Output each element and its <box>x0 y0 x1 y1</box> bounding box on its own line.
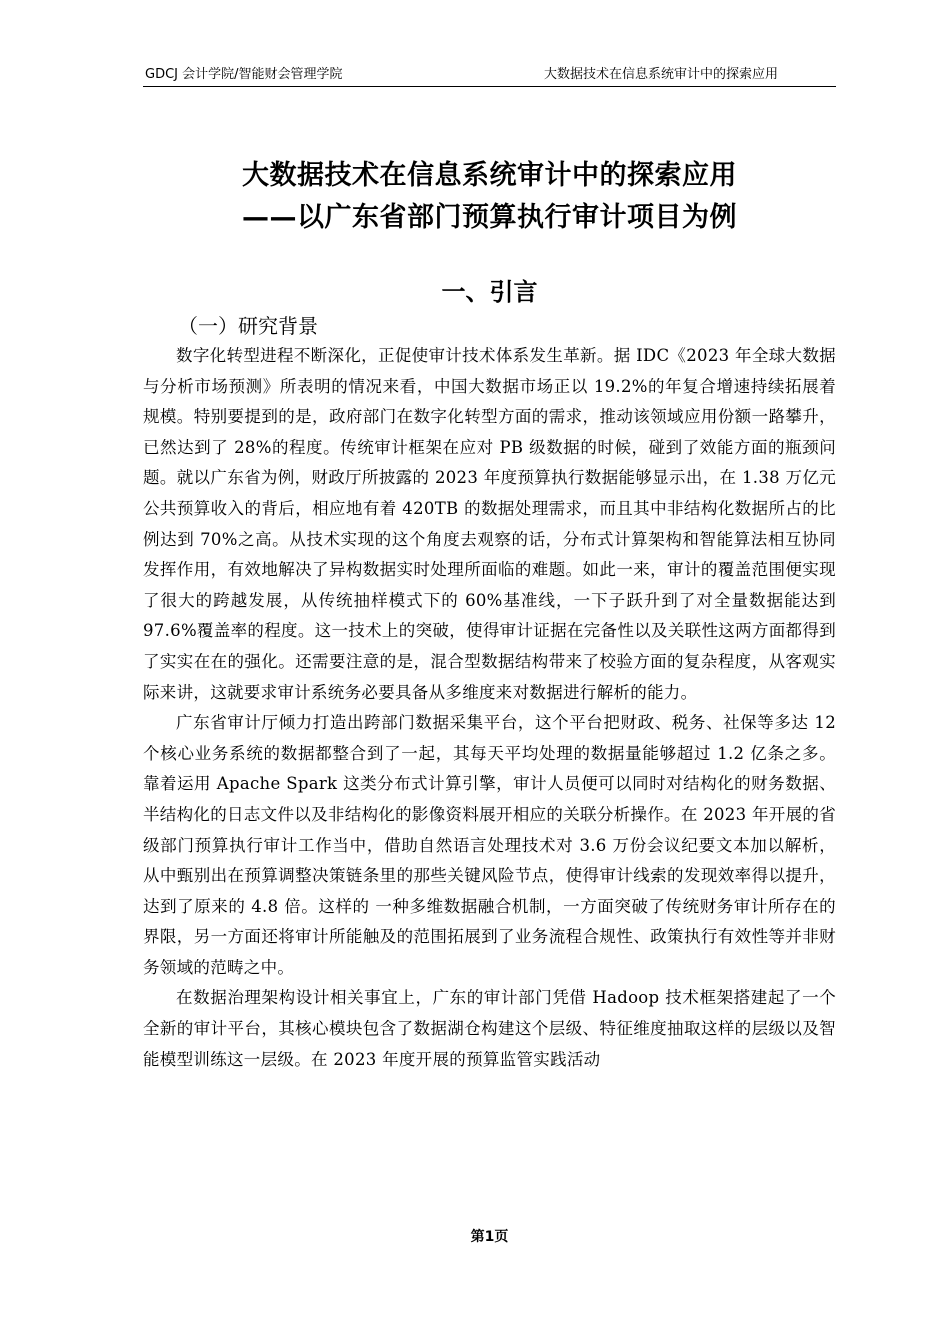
header-right-text: 大数据技术在信息系统审计中的探索应用 <box>543 67 778 82</box>
title-line-2: ——以广东省部门预算执行审计项目为例 <box>242 202 737 233</box>
title-line-1: 大数据技术在信息系统审计中的探索应用 <box>242 160 737 191</box>
page-header <box>143 66 836 87</box>
paragraph: 数字化转型进程不断深化，正促使审计技术体系发生革新。据 IDC《2023 年全球大数据与分析市场预测》所表明的情况来看，中国大数据市场正以 19.2%的年复合增速持续拓展着规模。特别要提到的是，政府部门在数字化转型方面的需求，推动该领域应用份额一路攀升，已然达到了 28%的程度。传统审计框架在应对 PB 级数据的时候，碰到了效能方面的瓶颈问题。就以广东省为例，财政厅所披露的 2023 年度预算执行数据能够显示出，在 1.38 万亿元公共预算收入的背后，相应地有着 420TB 的数据处理需求，而且其中非结构化数据所占的比例达到 70%之高。从技术实现的这个角度去观察的话，分布式计算架构和智能算法相互协同发挥作用，有效地解决了异构数据实时处理所面临的难题。如此一来，审计的覆盖范围便实现了很大的跨越发展，从传统抽样模式下的 60%基准线，一下子跃升到了对全量数据能达到 97.6%覆盖率的程度。这一技术上的突破，使得审计证据在完备性以及关联性这两方面都得到了实实在在的强化。还需要注意的是，混合型数据结构带来了校验方面的复杂程度，从客观实际来讲，这就要求审计系统务必要具备从多维度来对数据进行解析的能力。 <box>143 346 836 702</box>
subsection-heading: （一）研究背景 <box>178 314 318 338</box>
header-left-text: GDCJ 会计学院/智能财会管理学院 <box>145 67 343 82</box>
document-title <box>143 155 836 239</box>
paragraph: 广东省审计厅倾力打造出跨部门数据采集平台，这个平台把财政、税务、社保等多达 12 个核心业务系统的数据都整合到了一起，其每天平均处理的数据量能够超过 1.2 亿条之多。靠着运用 Apache Spark 这类分布式计算引擎，审计人员便可以同时对结构化的财务数据、半结构化的日志文件以及非结构化的影像资料展开相应的关联分析操作。在 2023 年开展的省级部门预算执行审计工作当中，借助自然语言处理技术对 3.6 万份会议纪要文本加以解析，从中甄别出在预算调整决策链条里的那些关键风险节点，使得审计线索的发现效率得以提升，达到了原来的 4.8 倍。这样的 一种多维数据融合机制，一方面突破了传统财务审计所存在的界限，另一方面还将审计所能触及的范围拓展到了业务流程合规性、政策执行有效性等并非财务领域的范畴之中。 <box>143 713 836 977</box>
paragraph: 在数据治理架构设计相关事宜上，广东的审计部门凭借 Hadoop 技术框架搭建起了一个全新的审计平台，其核心模块包含了数据湖仓构建这个层级、特征维度抽取这样的层级以及智能模型训练这一层级。在 2023 年度开展的预算监管实践活动 <box>143 988 836 1069</box>
body-text <box>143 341 836 1075</box>
page-number: 第1页 <box>470 1229 509 1245</box>
section-heading: 一、引言 <box>441 278 538 306</box>
